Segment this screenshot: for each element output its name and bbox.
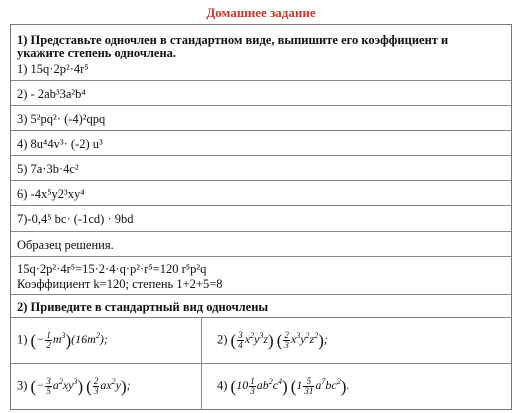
assignment-table bbox=[10, 24, 512, 410]
sample-line-1: 15q·2p²·4r⁵=15·2·4·q·p²·r⁵=120 r⁵p²q bbox=[17, 262, 207, 276]
task1-item-1: 1) 15q·2p²·4r⁵ bbox=[17, 62, 89, 76]
task1-heading-line1: 1) Представьте одночлен в стандартном виде, выпишите его коэффициент и bbox=[17, 33, 449, 47]
task2-expr-1: 1) (− $\frac{1}{2}$ $m^3)(16m^2)$; bbox=[17, 330, 108, 350]
task1-item-4: 4) 8u⁴4v³· (-2) u³ bbox=[17, 137, 103, 151]
task1-item-2: 2) - 2ab³3a²b⁴ bbox=[17, 87, 86, 101]
task1-item-6: 6) -4x⁵y2³xy⁴ bbox=[17, 187, 85, 201]
task1-heading-line2: укажите степень одночлена. bbox=[17, 46, 177, 60]
task2-heading: 2) Приведите в стандартный вид одночлены bbox=[17, 300, 269, 314]
expr-4-label: 4) bbox=[217, 378, 228, 393]
sample-heading: Образец решения. bbox=[17, 238, 114, 252]
expr-1-label: 1) bbox=[17, 332, 28, 347]
task2-expr-4: 4) (10 $\frac{1}{3}$ $ab^2c^4$) (1 $\frac{5}{31}$ $a^7bc^2$). bbox=[217, 376, 350, 396]
task2-expr-3: 3) (− $\frac{3}{5}$ $a^2xy^3$) ( $\frac{2}{3}$ $ax^2y$); bbox=[17, 376, 131, 396]
task1-item-5: 5) 7a·3b·4c² bbox=[17, 162, 79, 176]
page-title: Домашнее задание bbox=[206, 5, 316, 20]
task1-item-3: 3) 5²pq²· (-4)²qpq bbox=[17, 112, 106, 126]
task2-expr-2: 2) ( $\frac{3}{4}$ $x^2y^3z$) ( $\frac{2}{3}$ $x^3y^2z^2$); bbox=[217, 330, 328, 350]
sample-line-2: Коэффициент k=120; степень 1+2+5=8 bbox=[17, 277, 223, 291]
expr-3-label: 3) bbox=[17, 378, 28, 393]
task1-item-7: 7)-0,4⁵ bc· (-1cd) · 9bd bbox=[17, 212, 134, 226]
expr-2-label: 2) bbox=[217, 332, 228, 347]
